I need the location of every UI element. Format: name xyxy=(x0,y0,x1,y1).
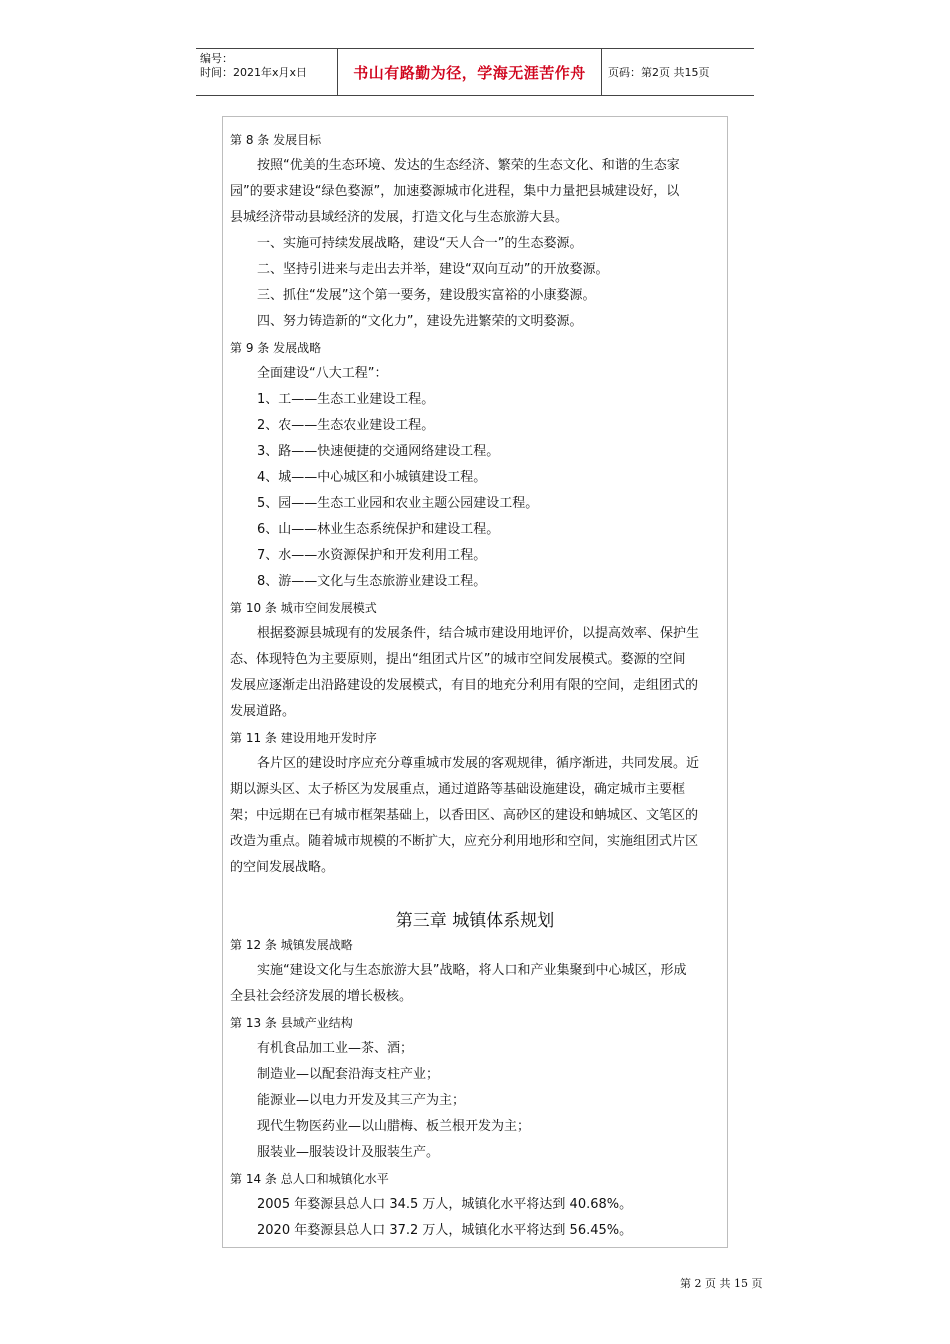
paragraph-line: 架；中远期在已有城市框架基础上，以香田区、高砂区的建设和蚺城区、文笔区的 xyxy=(230,808,699,823)
list-item: 6、山——林业生态系统保护和建设工程。 xyxy=(257,522,500,537)
paragraph-line: 按照“优美的生态环境、发达的生态经济、繁荣的生态文化、和谐的生态家 xyxy=(257,158,680,173)
paragraph-line: 发展应逐渐走出沿路建设的发展模式，有目的地充分利用有限的空间，走组团式的 xyxy=(230,678,699,693)
paragraph-line: 实施“建设文化与生态旅游大县”战略，将人口和产业集聚到中心城区，形成 xyxy=(257,963,687,978)
list-item: 7、水——水资源保护和开发利用工程。 xyxy=(257,548,487,563)
list-item: 制造业—以配套沿海支柱产业； xyxy=(257,1067,440,1082)
list-item: 服装业—服装设计及服装生产。 xyxy=(257,1145,440,1160)
paragraph-line: 期以源头区、太子桥区为发展重点，通过道路等基础设施建设，确定城市主要框 xyxy=(230,782,686,797)
list-item: 二、坚持引进来与走出去并举，建设“双向互动”的开放婺源。 xyxy=(257,262,609,277)
paragraph-line: 2005 年婺源县总人口 34.5 万人，城镇化水平将达到 40.68%。 xyxy=(257,1197,633,1212)
article-heading-14: 第 14 条 总人口和城镇化水平 xyxy=(230,1172,389,1186)
list-item: 4、城——中心城区和小城镇建设工程。 xyxy=(257,470,487,485)
header-date-label: 时间：2021年x月x日 xyxy=(200,66,308,79)
paragraph-line: 各片区的建设时序应充分尊重城市发展的客观规律，循序渐进，共同发展。近 xyxy=(257,756,700,771)
paragraph-line: 2020 年婺源县总人口 37.2 万人，城镇化水平将达到 56.45%。 xyxy=(257,1223,633,1238)
paragraph-line: 根据婺源县城现有的发展条件，结合城市建设用地评价，以提高效率、保护生 xyxy=(257,626,700,641)
list-item: 三、抓住“发展”这个第一要务，建设殷实富裕的小康婺源。 xyxy=(257,288,596,303)
list-item: 能源业—以电力开发及其三产为主； xyxy=(257,1093,466,1108)
article-heading-13: 第 13 条 县域产业结构 xyxy=(230,1016,353,1030)
article-heading-11: 第 11 条 建设用地开发时序 xyxy=(230,731,377,745)
page-footer: 第 2 页 共 15 页 xyxy=(680,1277,763,1290)
header-number-label: 编号： xyxy=(200,52,233,65)
header-motto: 书山有路勤为径，学海无涯苦作舟 xyxy=(338,49,602,95)
list-item: 5、园——生态工业园和农业主题公园建设工程。 xyxy=(257,496,539,511)
article-heading-9: 第 9 条 发展战略 xyxy=(230,341,322,355)
list-item: 2、农——生态农业建设工程。 xyxy=(257,418,435,433)
list-item: 8、游——文化与生态旅游业建设工程。 xyxy=(257,574,487,589)
list-item: 有机食品加工业—茶、酒； xyxy=(257,1041,414,1056)
list-item: 1、工——生态工业建设工程。 xyxy=(257,392,435,407)
list-item: 3、路——快速便捷的交通网络建设工程。 xyxy=(257,444,500,459)
header-meta xyxy=(196,49,338,95)
paragraph-line: 县城经济带动县域经济的发展，打造文化与生态旅游大县。 xyxy=(230,210,569,225)
list-item: 现代生物医药业—以山腊梅、板兰根开发为主； xyxy=(257,1119,531,1134)
page-header xyxy=(196,48,754,96)
list-item: 四、努力铸造新的“文化力”，建设先进繁荣的文明婺源。 xyxy=(257,314,583,329)
article-heading-10: 第 10 条 城市空间发展模式 xyxy=(230,601,377,615)
article-heading-8: 第 8 条 发展目标 xyxy=(230,133,322,147)
article-heading-12: 第 12 条 城镇发展战略 xyxy=(230,938,353,952)
header-page-label: 页码：第2页 共15页 xyxy=(608,66,710,79)
paragraph-line: 改造为重点。随着城市规模的不断扩大，应充分利用地形和空间，实施组团式片区 xyxy=(230,834,699,849)
paragraph-line: 全县社会经济发展的增长极核。 xyxy=(230,989,413,1004)
list-item: 一、实施可持续发展战略，建设“天人合一”的生态婺源。 xyxy=(257,236,583,251)
chapter-title: 第三章 城镇体系规划 xyxy=(395,911,555,931)
paragraph-line: 发展道路。 xyxy=(230,704,296,719)
paragraph-line: 的空间发展战略。 xyxy=(230,860,335,875)
paragraph-line: 态、体现特色为主要原则，提出“组团式片区”的城市空间发展模式。婺源的空间 xyxy=(230,652,686,667)
paragraph-line: 全面建设“八大工程”： xyxy=(257,366,388,381)
paragraph-line: 园”的要求建设“绿色婺源”，加速婺源城市化进程，集中力量把县城建设好，以 xyxy=(230,184,680,199)
